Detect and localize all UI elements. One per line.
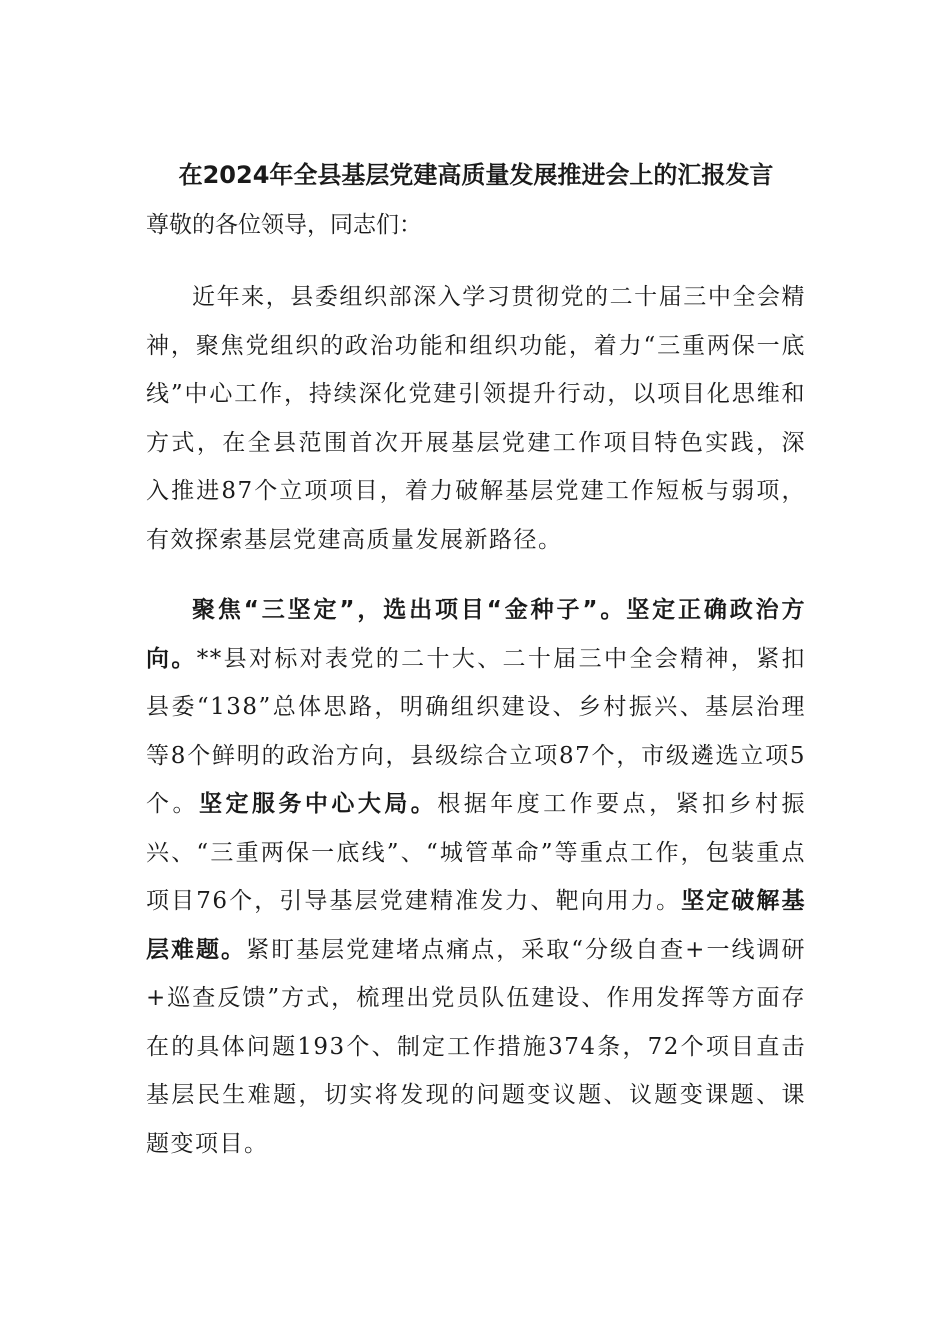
intro-paragraph: 近年来，县委组织部深入学习贯彻党的二十届三中全会精神，聚焦党组织的政治功能和组织功能，着力“三重两保一底线”中心工作，持续深化党建引领提升行动，以项目化思维和方式，在全县范围首次开展基层党建工作项目特色实践，深入推进87个立项项目，着力破解基层党建工作短板与弱项，有效探索基层党建高质量发展新路径。: [146, 284, 806, 553]
point-heading: 坚定正确政治方向。: [146, 597, 807, 672]
point-body: 紧盯基层党建堵点痛点，采取“分级自查+一线调研+巡查反馈”方式，梳理出党员队伍建设、作用发挥等方面存在的具体问题193个、制定工作措施374条，72个项目直击基层民生难题，切实将发现的问题变议题、议题变课题、课题变项目。: [146, 936, 807, 1157]
document-title: 在2024年全县基层党建高质量发展推进会上的汇报发言: [178, 161, 774, 189]
point-body: **县对标对表党的二十大、二十届三中全会精神，紧扣县委“138”总体思路，明确组织建设、乡村振兴、基层治理等8个鲜明的政治方向，县级综合立项87个，市级遴选立项5个。: [146, 645, 807, 817]
salutation: 尊敬的各位领导，同志们：: [146, 212, 422, 238]
document-page: [146, 150, 806, 1190]
section-paragraph: [146, 586, 806, 1168]
point-body: 根据年度工作要点，紧扣乡村振兴、“三重两保一底线”、“城管革命”等重点工作，包装重点项目76个，引导基层党建精准发力、靶向用力。: [146, 791, 807, 914]
section-heading: 聚焦“三坚定”，选出项目“金种子”。: [192, 597, 627, 623]
point-heading: 坚定服务中心大局。: [198, 791, 438, 817]
point-heading: 坚定破解基层难题。: [146, 888, 806, 963]
